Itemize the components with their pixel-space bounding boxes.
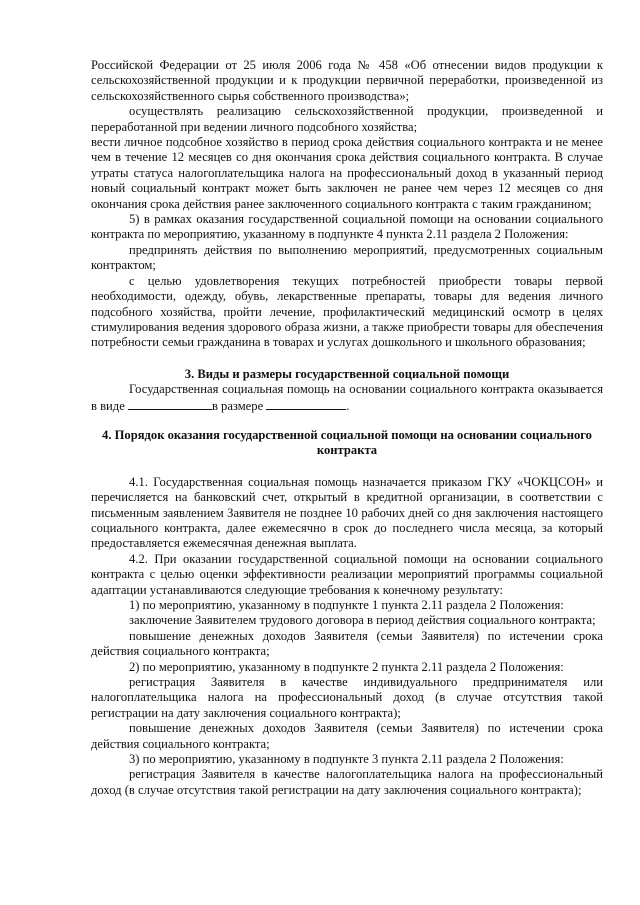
paragraph-4-1: 4.1. Государственная социальная помощь назначается приказом ГКУ «ЧОКЦСОН» и перечисляется на банковский счет, открытый в кредитной организации, в соответствии с письменным заявлением Заявителя не позднее 10 рабочих дней со дня заключения настоящего социального контракта, далее ежемесячно в срок до последнего числа месяца, за который предоставляется ежемесячная денежная выплата. — [91, 474, 603, 551]
paragraph-buy-goods: с целью удовлетворения текущих потребностей приобрести товары первой необходимости, одежду, обувь, лекарственные препараты, товары для ведения личного подсобного хозяйства, пройти лечение, профилактический медицинский осмотр в целях стимулирования ведения здорового образа жизни, а также приобрести товары для обеспечения потребности семьи гражданина в товарах и услугах дошкольного и школьного образования; — [91, 273, 603, 350]
paragraph-take-actions: предпринять действия по выполнению мероприятий, предусмотренных социальным контрактом; — [91, 242, 603, 273]
requirement-item-3: 3) по мероприятию, указанному в подпункте 3 пункта 2.11 раздела 2 Положения: — [129, 752, 564, 767]
requirement-income-increase-2: повышение денежных доходов Заявителя (семьи Заявителя) по истечении срока действия социального контракта; — [91, 721, 603, 751]
requirement-registration-npd: регистрация Заявителя в качестве налогоплательщика налога на профессиональный доход (в случае отсутствия такой регистрации на дату заключения социального контракта); — [91, 767, 603, 797]
paragraph-sell-produce: осуществлять реализацию сельскохозяйственной продукции, произведенной и переработанной при ведении личного подсобного хозяйства; — [91, 104, 603, 134]
paragraph-4-2: 4.2. При оказании государственной социальной помощи на основании социального контракта с целью оценки эффективности реализации мероприятий программы социальной адаптации устанавливаются следующие требования к конечному результату: — [91, 551, 603, 597]
section-3-text-1: Государственная социальная помощь на основании социального контракта оказывается в виде — [91, 382, 603, 413]
paragraph-decree-reference: Российской Федерации от 25 июля 2006 года № 458 «Об отнесении видов продукции к сельскохозяйственной продукции и к продукции первичной переработки, произведенной из сельскохозяйственного сырья собственного производства»; — [91, 58, 603, 103]
spacer — [91, 459, 603, 475]
section-3-heading: 3. Виды и размеры государственной социальной помощи — [184, 366, 510, 381]
paragraph-keep-farm: вести личное подсобное хозяйство в период срока действия социального контракта и не менее чем в течение 12 месяцев со дня окончания срока действия социального контракта. В случае утраты статуса налогоплательщика налога на профессиональный доход в указанный период новый социальный контракт может быть заключен не ранее чем через 12 месяцев со дня окончания срока действия ранее заключенного социального контракта с таким гражданином; — [91, 135, 603, 211]
section-3-text-2: в размере — [211, 398, 264, 413]
spacer — [91, 414, 603, 428]
requirement-item-1: 1) по мероприятию, указанному в подпункте 1 пункта 2.11 раздела 2 Положения: — [129, 598, 564, 612]
document-page — [91, 58, 603, 798]
assistance-type-blank — [128, 398, 212, 410]
requirement-registration-ip: регистрация Заявителя в качестве индивидуального предпринимателя или налогоплательщика налога на профессиональный доход (в случае отсутствия такой регистрации на дату заключения социального контракта); — [91, 675, 603, 720]
spacer — [91, 351, 603, 367]
section-4-heading: 4. Порядок оказания государственной социальной помощи на основании социального контракта — [102, 427, 592, 458]
section-3-text-end: . — [346, 398, 350, 413]
requirement-item-2: 2) по мероприятию, указанному в подпункте 2 пункта 2.11 раздела 2 Положения: — [129, 659, 564, 674]
requirement-labor-contract: заключение Заявителем трудового договора в период действия социального контракта; — [129, 613, 596, 628]
requirement-income-increase-1: повышение денежных доходов Заявителя (семьи Заявителя) по истечении срока действия социального контракта; — [91, 628, 603, 659]
paragraph-item-5: 5) в рамках оказания государственной социальной помощи на основании социального контракта по мероприятию, указанному в подпункте 4 пункта 2.11 раздела 2 Положения: — [91, 212, 603, 242]
assistance-amount-blank — [266, 398, 346, 410]
section-3-line — [91, 382, 603, 414]
